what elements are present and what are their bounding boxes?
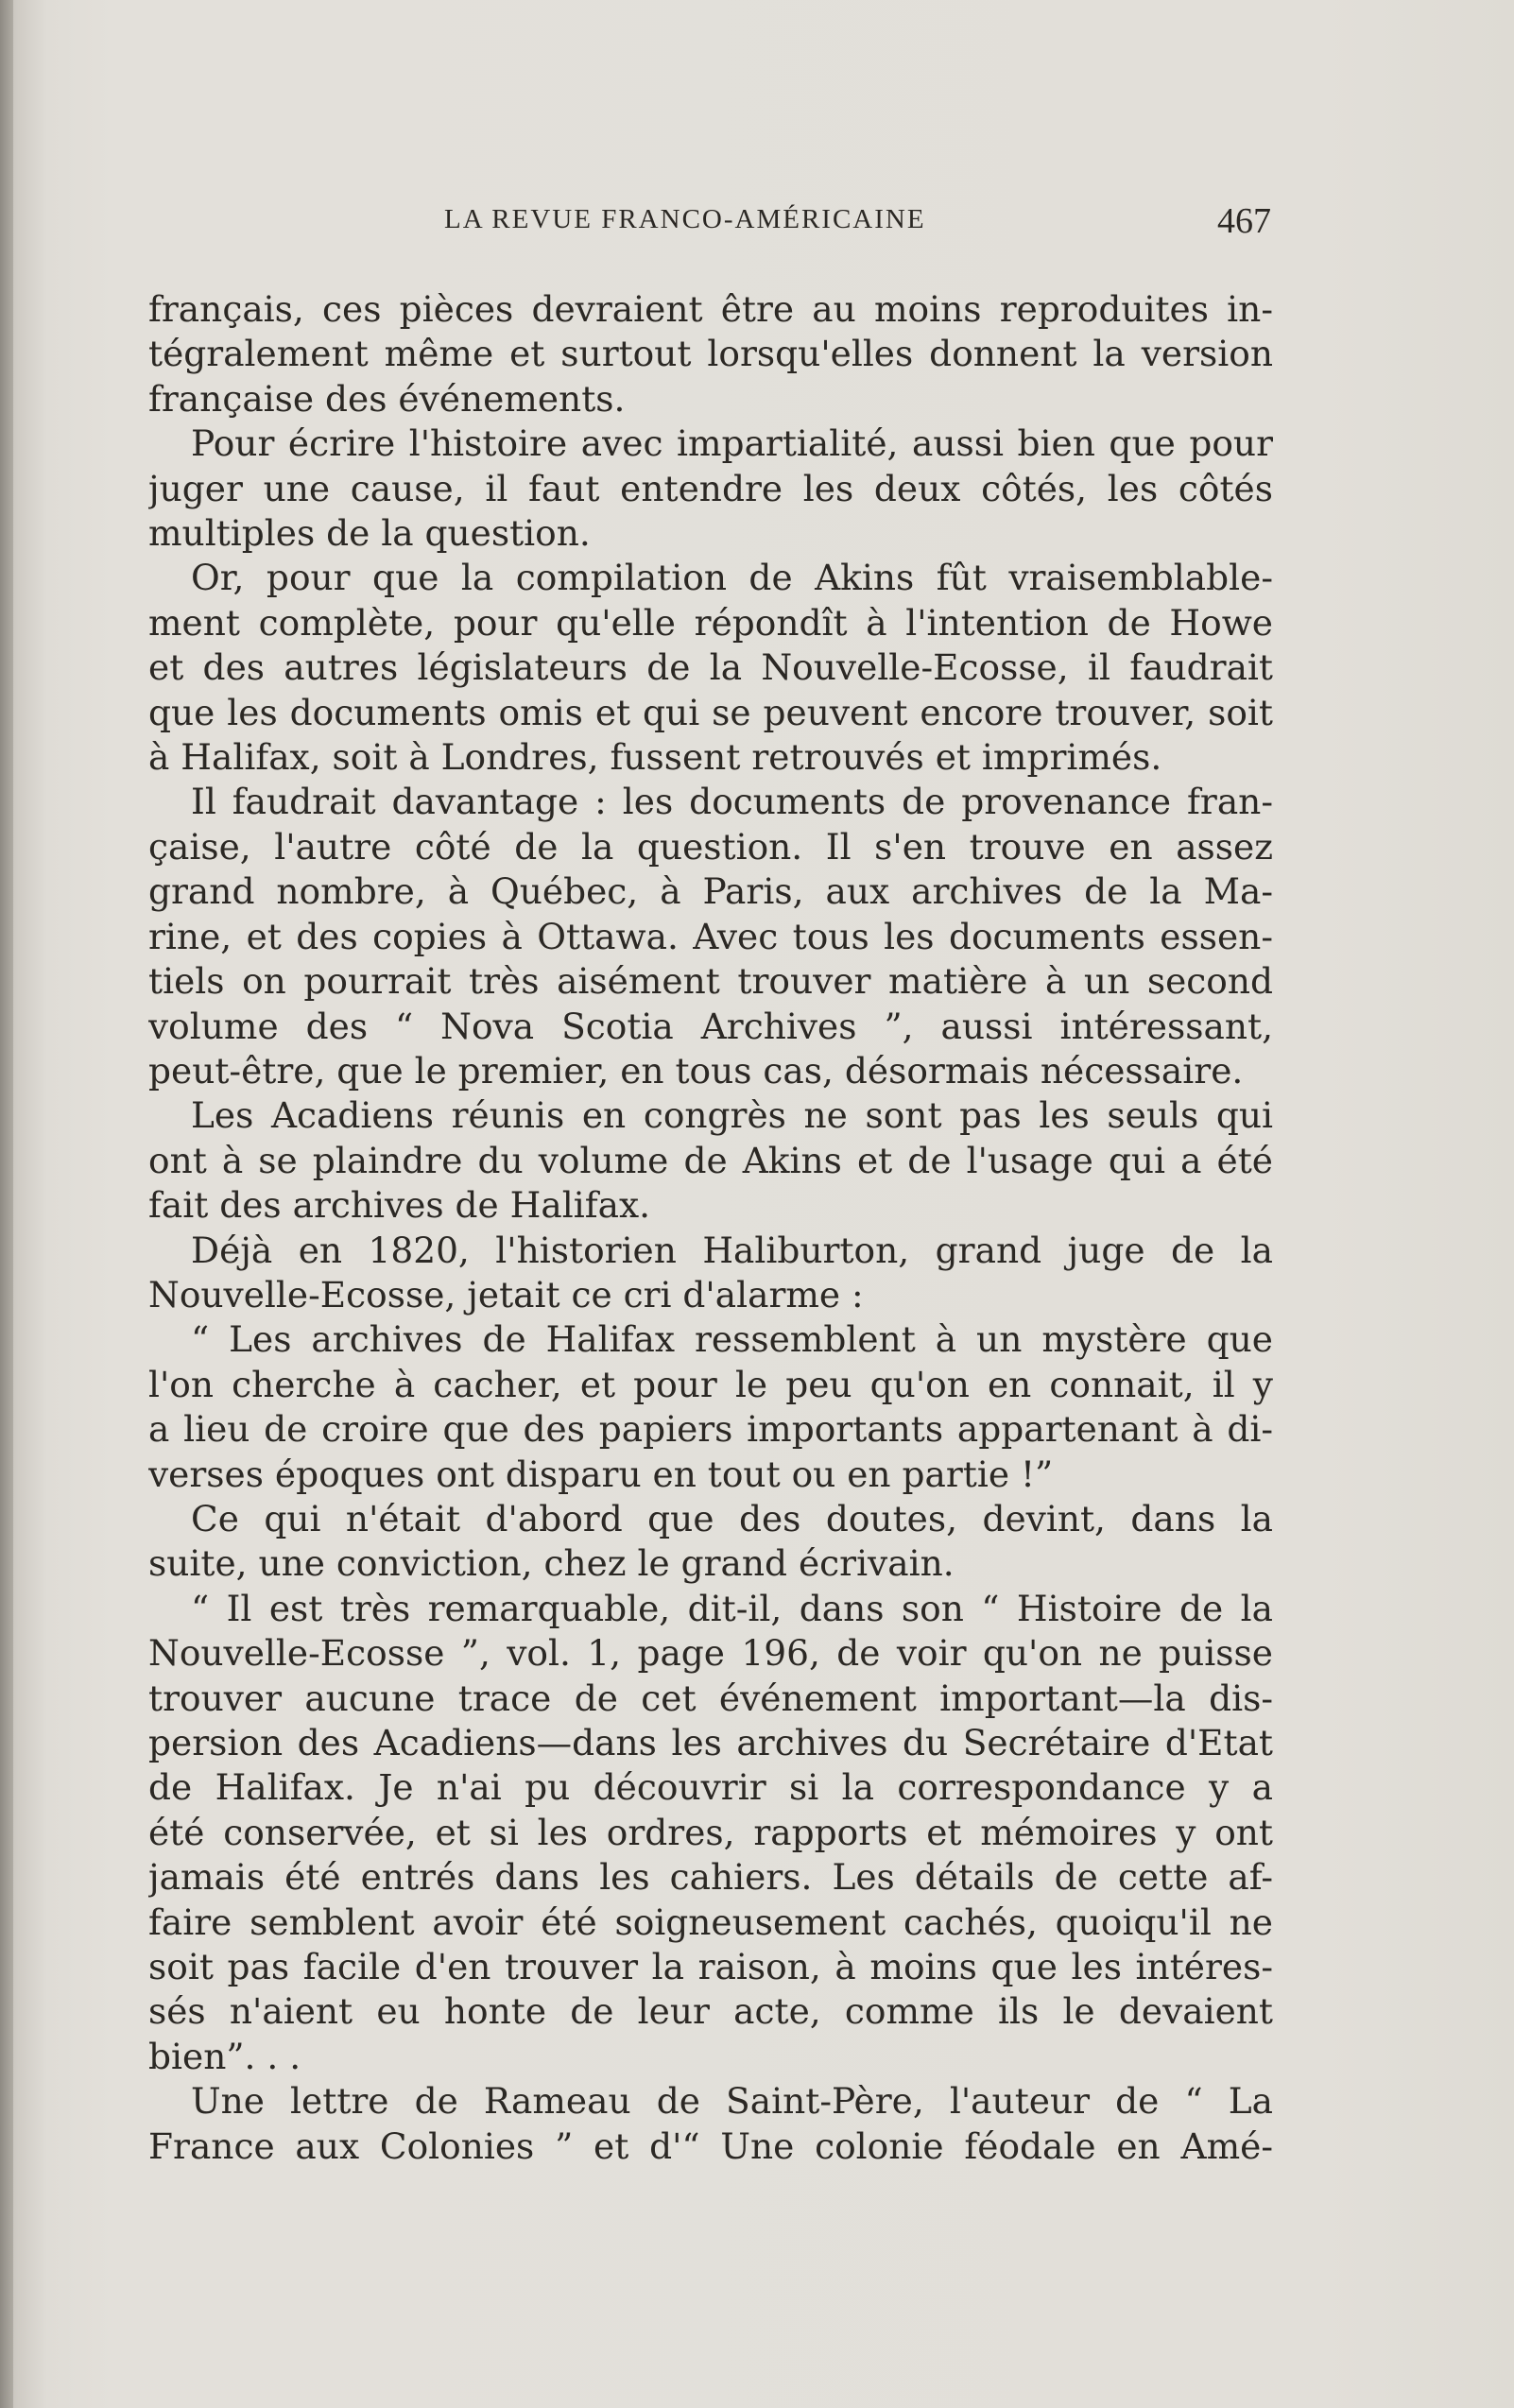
text-line: multiples de la question.: [148, 512, 591, 555]
text-line: France aux Colonies ” et d'“ Une colonie féodale en Amé-: [148, 2124, 1273, 2167]
text-line: Ce qui n'était d'abord que des doutes, devint, dans la: [191, 1497, 1273, 1539]
text-line: grand nombre, à Québec, à Paris, aux archives de la Ma-: [148, 870, 1273, 913]
text-line: que les documents omis et qui se peuvent encore trouver, soit: [148, 691, 1273, 733]
text-line: “ Les archives de Halifax ressemblent à un mystère que: [191, 1318, 1273, 1361]
text-line: suite, une conviction, chez le grand écrivain.: [148, 1542, 955, 1585]
text-line: à Halifax, soit à Londres, fussent retrouvés et imprimés.: [148, 736, 1162, 779]
page-number: 467: [1217, 201, 1271, 241]
text-line: ont à se plaindre du volume de Akins et de l'usage qui a été: [148, 1139, 1273, 1181]
text-line: Il faudrait davantage : les documents de provenance fran-: [191, 781, 1273, 823]
text-line: l'on cherche à cacher, et pour le peu qu'on en connait, il y: [148, 1363, 1273, 1405]
running-title: LA REVUE FRANCO-AMÉRICAINE: [444, 204, 926, 234]
page-header: [151, 200, 1271, 248]
text-line: peut-être, que le premier, en tous cas, désormais nécessaire.: [148, 1049, 1244, 1092]
text-line: sés n'aient eu honte de leur acte, comme ils le devaient: [148, 1990, 1273, 2033]
text-line: ment complète, pour qu'elle répondît à l'intention de Howe: [148, 601, 1273, 644]
text-line: volume des “ Nova Scotia Archives ”, aussi intéressant,: [148, 1005, 1273, 1047]
text-line: jamais été entrés dans les cahiers. Les détails de cette af-: [148, 1856, 1273, 1899]
text-line: français, ces pièces devraient être au moins reproduites in-: [148, 288, 1273, 330]
text-line: tégralement même et surtout lorsqu'elles donnent la version: [148, 333, 1273, 375]
text-line: verses époques ont disparu en tout ou en partie !”: [148, 1453, 1054, 1495]
text-line: Nouvelle-Ecosse, jetait ce cri d'alarme :: [148, 1273, 864, 1316]
text-line: trouver aucune trace de cet événement important—la dis-: [148, 1677, 1273, 1719]
text-line: rine, et des copies à Ottawa. Avec tous les documents essen-: [148, 915, 1273, 957]
text-line: Déjà en 1820, l'historien Haliburton, grand juge de la: [191, 1229, 1273, 1271]
text-line: faire semblent avoir été soigneusement cachés, quoiqu'il ne: [148, 1901, 1273, 1943]
text-line: Or, pour que la compilation de Akins fût vraisemblable-: [191, 557, 1273, 599]
text-line: persion des Acadiens—dans les archives du Secrétaire d'Etat: [148, 1722, 1273, 1763]
text-line: tiels on pourrait très aisément trouver matière à un second: [148, 960, 1273, 1003]
text-line: française des événements.: [148, 377, 626, 420]
text-line: Pour écrire l'histoire avec impartialité, aussi bien que pour: [191, 422, 1273, 465]
body-text: [148, 287, 1273, 2169]
text-line: fait des archives de Halifax.: [148, 1184, 651, 1227]
text-line: a lieu de croire que des papiers importants appartenant à di-: [148, 1408, 1273, 1451]
text-line: Les Acadiens réunis en congrès ne sont pas les seuls qui: [191, 1094, 1273, 1137]
text-line: bien”. . .: [148, 2035, 301, 2077]
text-line: de Halifax. Je n'ai pu découvrir si la correspondance y a: [148, 1766, 1273, 1809]
text-line: juger une cause, il faut entendre les deux côtés, les côtés: [148, 467, 1273, 509]
text-line: “ Il est très remarquable, dit-il, dans son “ Histoire de la: [191, 1587, 1273, 1629]
text-line: çaise, l'autre côté de la question. Il s'en trouve en assez: [148, 825, 1273, 868]
text-line: et des autres législateurs de la Nouvelle-Ecosse, il faudrait: [148, 646, 1273, 689]
book-binding-edge: [0, 0, 13, 2408]
text-line: été conservée, et si les ordres, rapports et mémoires y ont: [148, 1811, 1273, 1853]
text-line: Nouvelle-Ecosse ”, vol. 1, page 196, de voir qu'on ne puisse: [148, 1632, 1273, 1675]
text-line: Une lettre de Rameau de Saint-Père, l'auteur de “ La: [191, 2080, 1273, 2123]
text-line: soit pas facile d'en trouver la raison, à moins que les intéres-: [148, 1946, 1273, 1988]
